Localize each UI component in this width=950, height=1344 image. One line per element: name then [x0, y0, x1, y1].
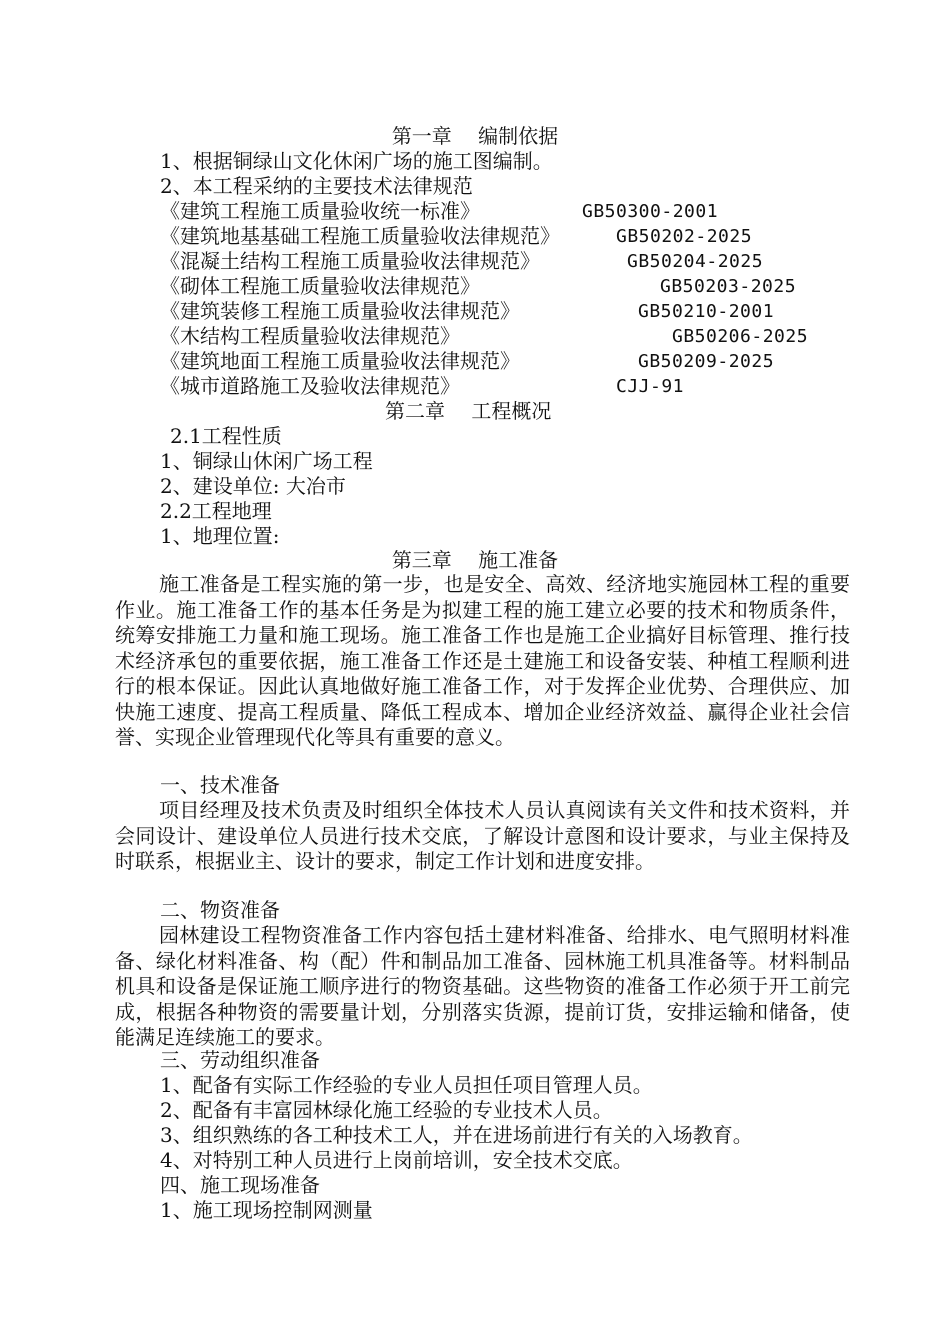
labor-prep-item: 3、组织熟练的各工种技术工人，并在进场前进行有关的入场教育。 — [160, 1123, 753, 1147]
standard-code: GB50202-2025 — [616, 226, 753, 247]
site-prep-item-1: 1、施工现场控制网测量 — [160, 1198, 373, 1222]
chapter-1-title: 第一章 编制依据 — [391, 124, 559, 148]
section-2-1-item-1: 1、铜绿山休闲广场工程 — [160, 449, 373, 473]
standard-code: GB50204-2025 — [627, 251, 764, 272]
standard-name: 《建筑工程施工质量验收统一标准》 — [160, 199, 480, 223]
standard-code: GB50206-2025 — [672, 326, 809, 347]
standard-code: GB50300-2001 — [582, 201, 719, 222]
chapter-1-item-2: 2、本工程采纳的主要技术法律规范 — [160, 174, 473, 198]
chapter-2-title: 第二章 工程概况 — [385, 399, 552, 423]
standard-name: 《建筑地基基础工程施工质量验收法律规范》 — [160, 224, 560, 248]
section-technical-prep-heading: 一、技术准备 — [160, 773, 280, 797]
section-2-2-heading: 2.2工程地理 — [160, 499, 272, 523]
standard-code: GB50203-2025 — [660, 276, 797, 297]
chapter-3-intro-paragraph: 施工准备是工程实施的第一步，也是安全、高效、经济地实施园林工程的重要作业。施工准备工作的基本任务是为拟建工程的施工建立必要的技术和物质条件，统筹安排施工力量和施工现场。施工准备工作也是施工企业搞好目标管理、推行技术经济承包的重要依据，施工准备工作还是土建施工和设备安装、种植工程顺利进行的根本保证。因此认真地做好施工准备工作，对于发挥企业优势、合理供应、加快施工速度、提高工程质量、降低工程成本、增加企业经济效益、赢得企业社会信誉、实现企业管理现代化等具有重要的意义。 — [115, 572, 850, 749]
section-site-prep-heading: 四、施工现场准备 — [160, 1173, 320, 1197]
standard-name: 《建筑地面工程施工质量验收法律规范》 — [160, 349, 520, 373]
standard-name: 《木结构工程质量验收法律规范》 — [160, 324, 460, 348]
standard-name: 《城市道路施工及验收法律规范》 — [160, 374, 460, 398]
section-materials-prep-paragraph: 园林建设工程物资准备工作内容包括土建材料准备、给排水、电气照明材料准备、绿化材料准备、构（配）件和制品加工准备、园林施工机具准备等。材料制品机具和设备是保证施工顺序进行的物资基础。这些物资的准备工作必须于开工前完成，根据各种物资的需要量计划，分别落实货源，提前订货，安排运输和储备，使能满足连续施工的要求。 — [115, 923, 850, 1049]
standard-name: 《建筑装修工程施工质量验收法律规范》 — [160, 299, 520, 323]
labor-prep-item: 2、配备有丰富园林绿化施工经验的专业技术人员。 — [160, 1098, 613, 1122]
chapter-1-item-1: 1、根据铜绿山文化休闲广场的施工图编制。 — [160, 149, 553, 173]
standard-name: 《混凝土结构工程施工质量验收法律规范》 — [160, 249, 540, 273]
standard-code: GB50209-2025 — [638, 351, 775, 372]
section-labor-prep-heading: 三、劳动组织准备 — [160, 1048, 320, 1072]
labor-prep-item: 4、对特别工种人员进行上岗前培训，安全技术交底。 — [160, 1148, 633, 1172]
standard-code: CJJ-91 — [616, 376, 685, 397]
section-technical-prep-paragraph: 项目经理及技术负责及时组织全体技术人员认真阅读有关文件和技术资料，并会同设计、建设单位人员进行技术交底，了解设计意图和设计要求，与业主保持及时联系，根据业主、设计的要求，制定工作计划和进度安排。 — [115, 798, 850, 873]
chapter-3-title: 第三章 施工准备 — [391, 548, 559, 572]
standard-code: GB50210-2001 — [638, 301, 775, 322]
section-2-1-heading: 2.1工程性质 — [170, 424, 282, 448]
standard-name: 《砌体工程施工质量验收法律规范》 — [160, 274, 480, 298]
section-2-1-item-2: 2、建设单位: 大冶市 — [160, 474, 346, 498]
section-2-2-item-1: 1、地理位置: — [160, 524, 280, 548]
section-materials-prep-heading: 二、物资准备 — [160, 898, 280, 922]
labor-prep-item: 1、配备有实际工作经验的专业人员担任项目管理人员。 — [160, 1073, 653, 1097]
